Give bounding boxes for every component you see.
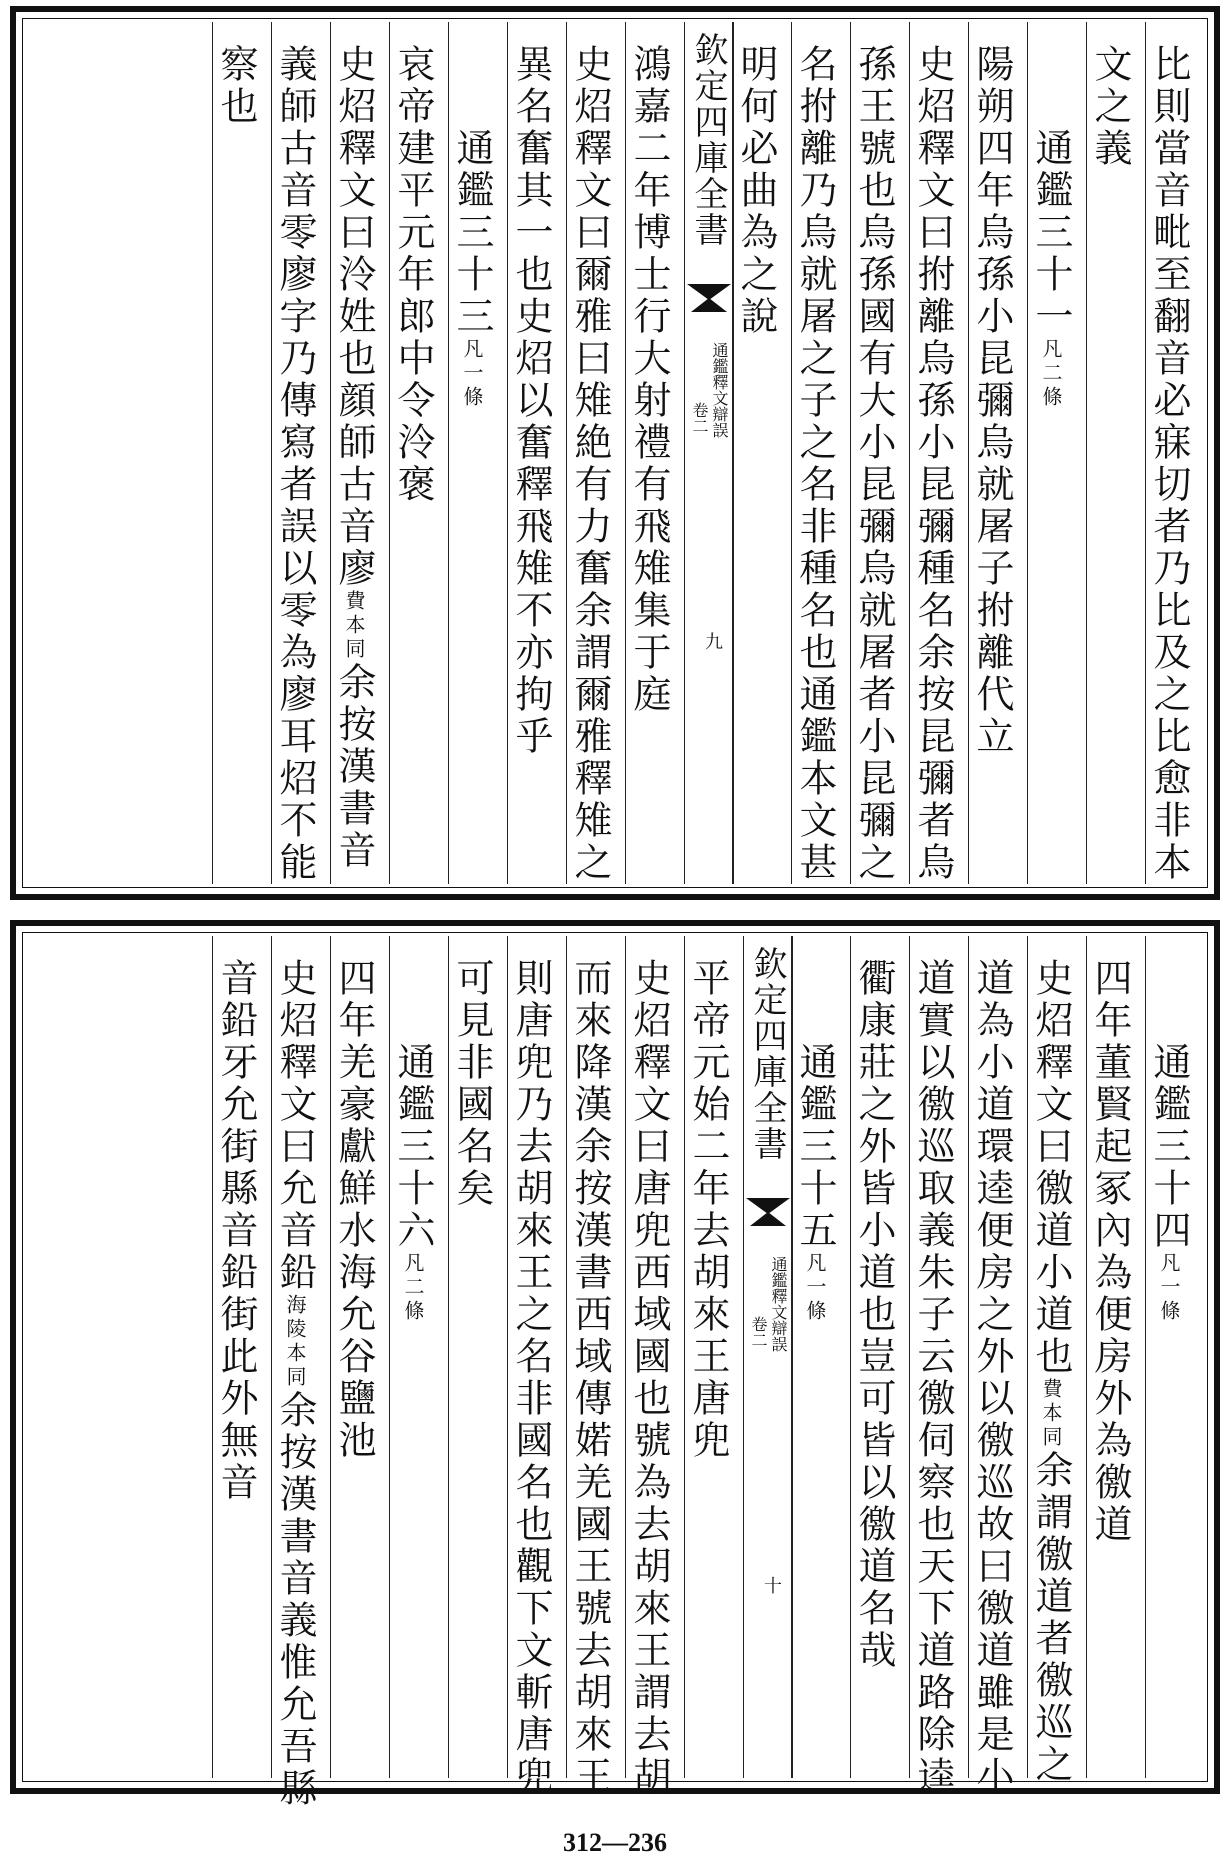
main-text: 比則當音毗至翻音必寐切者乃比及之比愈非本: [1147, 44, 1191, 884]
column-text: [448, 958, 507, 1210]
text-column: [1027, 22, 1086, 884]
column-text: [850, 44, 909, 884]
main-text: 通鑑三十六: [391, 958, 435, 1252]
column-rule: [389, 22, 390, 884]
column-rule: [1086, 22, 1087, 884]
main-text: 史炤釋文曰徼道小道也: [1029, 958, 1073, 1378]
main-text: 義師古音零廖字乃傳寫者誤以零為廖耳炤不能: [273, 44, 317, 884]
main-text: 察也: [214, 44, 258, 128]
gutter-book-title: 通鑑釋文辯誤: [769, 1256, 788, 1352]
column-text: [850, 958, 909, 1672]
top-page-body: [26, 22, 1204, 884]
column-rule: [791, 22, 792, 884]
column-rule: [968, 936, 969, 1778]
main-text: 通鑑三十四: [1147, 958, 1191, 1252]
main-text: 則唐兜乃去胡來王之名非國名也觀下文斬唐兜: [509, 958, 553, 1798]
column-rule: [850, 936, 851, 1778]
column-text: [448, 44, 507, 410]
text-column: [212, 936, 271, 1778]
main-text: 史炤釋文曰拊離烏孫小昆彌種名余按昆彌者烏: [911, 44, 955, 884]
main-text: 四年羌豪獻鮮水海允谷鹽池: [332, 958, 376, 1462]
center-gutter: [743, 936, 793, 1778]
column-text: [1027, 958, 1086, 1786]
column-text: [212, 958, 271, 1504]
column-text: [1145, 958, 1204, 1324]
column-text: [1145, 44, 1204, 884]
column-text: [909, 44, 968, 884]
text-column: [448, 936, 507, 1778]
text-column: [330, 936, 389, 1778]
fishtail-mark-lower: [691, 298, 727, 312]
center-gutter: [684, 22, 734, 884]
main-text-continued: 余按漢書音: [332, 662, 376, 872]
text-column: [909, 22, 968, 884]
text-column: [389, 936, 448, 1778]
column-text: [1086, 958, 1145, 1546]
gutter-page-number: 十: [761, 1576, 782, 1594]
main-text: 四年董賢起冢內為便房外為徼道: [1088, 958, 1132, 1546]
text-column: [212, 22, 271, 884]
column-rule: [566, 936, 567, 1778]
column-text: [389, 44, 448, 506]
main-text: 道實以徼巡取義朱子云徼伺察也天下道路除逵: [911, 958, 955, 1798]
main-text: 異名奮其一也史炤以奮釋飛雉不亦拘乎: [509, 44, 553, 758]
column-text: [732, 44, 791, 338]
column-text: [566, 958, 625, 1798]
interlinear-note: 費本同: [1039, 1378, 1063, 1450]
interlinear-note: 凡二條: [1039, 338, 1063, 410]
top-page-frame: [10, 6, 1220, 900]
column-rule: [212, 936, 213, 1778]
text-column: [625, 22, 684, 884]
column-text: [330, 44, 389, 872]
interlinear-note: 海陵本同: [283, 1294, 307, 1390]
column-rule: [507, 936, 508, 1778]
main-text: 陽朔四年烏孫小昆彌烏就屠子拊離代立: [970, 44, 1014, 758]
main-text: 通鑑三十三: [450, 44, 494, 338]
text-column: [850, 936, 909, 1778]
main-text: 明何必曲為之說: [734, 44, 778, 338]
column-rule: [566, 22, 567, 884]
text-column: [732, 22, 791, 884]
column-rule: [625, 22, 626, 884]
gutter-volume: 卷二: [749, 1316, 768, 1348]
text-column: [271, 936, 330, 1810]
text-column: [566, 22, 625, 884]
text-column: [791, 936, 850, 1778]
column-rule: [212, 22, 213, 884]
column-text: [566, 44, 625, 884]
fishtail-mark-lower: [750, 1212, 786, 1226]
text-column: [625, 936, 684, 1798]
column-text: [968, 958, 1027, 1798]
main-text: 史炤釋文曰唐兜西域國也號為去胡來王謂去胡: [627, 958, 671, 1798]
main-text: 可見非國名矣: [450, 958, 494, 1210]
column-text: [330, 958, 389, 1462]
column-rule: [909, 936, 910, 1778]
column-rule: [271, 22, 272, 884]
interlinear-note: 凡一條: [803, 1252, 827, 1324]
text-column: [1086, 936, 1145, 1778]
text-column: [968, 936, 1027, 1798]
page-number-footer: 312—236: [563, 1828, 667, 1857]
text-column: [1027, 936, 1086, 1786]
interlinear-note: 凡一條: [460, 338, 484, 410]
main-text: 通鑑三十一: [1029, 44, 1073, 338]
column-rule: [968, 22, 969, 884]
text-column: [507, 22, 566, 884]
text-column: [791, 22, 850, 884]
column-rule: [909, 22, 910, 884]
column-text: [212, 44, 271, 128]
text-column: [850, 22, 909, 884]
main-text: 文之義: [1088, 44, 1132, 170]
main-text: 道為小道環逵便房之外以徼巡故曰徼道雖是小: [970, 958, 1014, 1798]
column-text: [625, 44, 684, 716]
main-text: 史炤釋文曰爾雅曰雉絶有力奮余謂爾雅釋雉之: [568, 44, 612, 884]
text-column: [330, 22, 389, 884]
column-text: [507, 958, 566, 1798]
text-column: [389, 22, 448, 884]
column-text: [271, 958, 330, 1810]
text-column: [507, 936, 566, 1798]
main-text: 孫王號也烏孫國有大小昆彌烏就屠者小昆彌之: [852, 44, 896, 884]
column-rule: [1027, 22, 1028, 884]
main-text: 音鉛牙允街縣音鉛街此外無音: [214, 958, 258, 1504]
text-column: [909, 936, 968, 1798]
column-text: [791, 958, 850, 1324]
column-text: [791, 44, 850, 884]
column-text: [1086, 44, 1145, 170]
bottom-page-body: [26, 936, 1204, 1810]
text-column: [448, 22, 507, 884]
text-column: [566, 936, 625, 1798]
column-text: [1027, 44, 1086, 410]
main-text: 史炤釋文曰泠姓也顔師古音廖: [332, 44, 376, 590]
main-text: 平帝元始二年去胡來王唐兜: [686, 958, 730, 1462]
gutter-book-title: 通鑑釋文辯誤: [710, 342, 729, 438]
interlinear-note: 凡一條: [1157, 1252, 1181, 1324]
gutter-title: 欽定四庫全書: [747, 946, 787, 1162]
column-rule: [625, 936, 626, 1778]
gutter-title: 欽定四庫全書: [688, 32, 728, 248]
column-text: [968, 44, 1027, 758]
column-rule: [271, 936, 272, 1778]
main-text: 而來降漢余按漢書西域傳婼羌國王號去胡來王: [568, 958, 612, 1798]
column-text: [909, 958, 968, 1798]
text-column: [1086, 22, 1145, 884]
gutter-volume: 卷二: [690, 402, 709, 434]
main-text: 名拊離乃烏就屠之子之名非種名也通鑑本文甚: [793, 44, 837, 884]
text-column: [684, 936, 743, 1778]
column-rule: [1145, 936, 1146, 1778]
interlinear-note: 凡二條: [401, 1252, 425, 1324]
main-text: 鴻嘉二年博士行大射禮有飛雉集于庭: [627, 44, 671, 716]
gutter-page-number: 九: [702, 632, 723, 650]
column-rule: [448, 936, 449, 1778]
column-rule: [1145, 22, 1146, 884]
main-text: 哀帝建平元年郎中令泠褒: [391, 44, 435, 506]
text-column: [271, 22, 330, 884]
column-rule: [1086, 936, 1087, 1778]
column-rule: [330, 22, 331, 884]
main-text: 衢康莊之外皆小道也豈可皆以徼道名哉: [852, 958, 896, 1672]
column-rule: [850, 22, 851, 884]
bottom-page-frame: [10, 920, 1220, 1810]
column-text: [389, 958, 448, 1324]
column-rule: [330, 936, 331, 1778]
text-column: [968, 22, 1027, 884]
text-column: [1145, 22, 1204, 884]
interlinear-note: 費本同: [342, 590, 366, 662]
main-text: 通鑑三十五: [793, 958, 837, 1252]
column-text: [625, 958, 684, 1798]
column-rule: [448, 22, 449, 884]
column-rule: [684, 936, 685, 1778]
column-rule: [507, 22, 508, 884]
column-text: [684, 958, 743, 1462]
column-rule: [389, 936, 390, 1778]
column-text: [271, 44, 330, 884]
column-rule: [1027, 936, 1028, 1778]
text-column: [1145, 936, 1204, 1778]
main-text: 史炤釋文曰允音鉛: [273, 958, 317, 1294]
main-text-continued: 余按漢書音義惟允吾縣: [273, 1390, 317, 1810]
main-text-continued: 余謂徼道者徼巡之: [1029, 1450, 1073, 1786]
column-text: [507, 44, 566, 758]
